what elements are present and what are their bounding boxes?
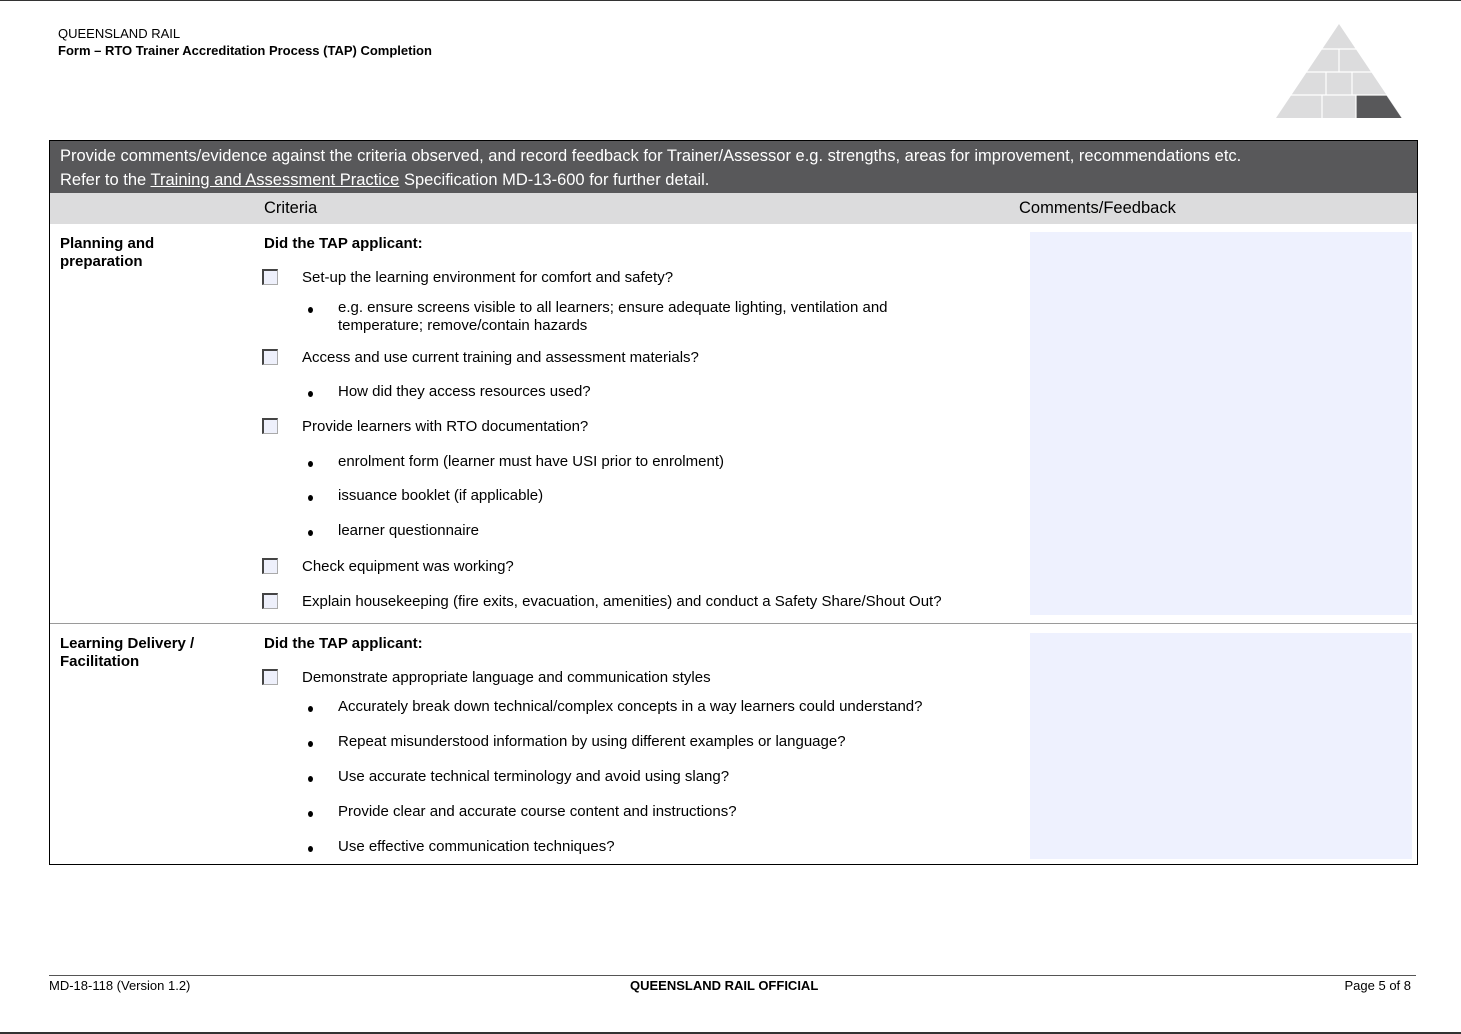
criteria-bullet [308, 838, 948, 856]
instructions-suffix: Specification MD-13-600 for further detail. [399, 171, 710, 189]
form-title: Form – RTO Trainer Accreditation Process (TAP) Completion [58, 43, 432, 58]
criteria-checkbox[interactable] [262, 418, 278, 434]
bullet-icon [308, 522, 338, 540]
bullet-icon [308, 487, 338, 505]
criteria-text: Access and use current training and assessment materials? [302, 349, 699, 366]
criteria-item [262, 593, 942, 610]
criteria-checkbox[interactable] [262, 558, 278, 574]
instructions-prefix: Refer to the [60, 171, 151, 189]
top-page-border [0, 0, 1461, 1]
comments-column-header: Comments/Feedback [1019, 199, 1176, 217]
criteria-bullet [308, 487, 948, 505]
section-planning-preparation [50, 224, 1417, 624]
instructions-line-2 [60, 168, 1407, 192]
bullet-text: e.g. ensure screens visible to all learners; ensure adequate lighting, ventilation and temperature; remove/contain hazards [338, 299, 888, 334]
criteria-text: Explain housekeeping (fire exits, evacuation, amenities) and conduct a Safety Share/Shout Out? [302, 593, 942, 610]
criteria-text: Set-up the learning environment for comfort and safety? [302, 269, 674, 286]
criteria-bullet [308, 768, 948, 786]
bullet-icon [308, 803, 338, 821]
bullet-text: Accurately break down technical/complex concepts in a way learners could understand? [338, 698, 923, 715]
bullet-text: issuance booklet (if applicable) [338, 487, 544, 504]
section-prompt: Did the TAP applicant: [264, 635, 423, 652]
tap-criteria-table [49, 140, 1418, 865]
section-prompt: Did the TAP applicant: [264, 235, 423, 252]
bullet-text: Repeat misunderstood information by using different examples or language? [338, 733, 846, 750]
criteria-bullet [308, 383, 948, 401]
bullet-icon [308, 453, 338, 471]
bullet-icon [308, 299, 338, 335]
comments-feedback-field[interactable] [1030, 232, 1412, 615]
training-assessment-practice-link[interactable]: Training and Assessment Practice [150, 171, 400, 189]
footer-divider [49, 975, 1416, 976]
criteria-item [262, 349, 699, 366]
bullet-text: learner questionnaire [338, 522, 479, 539]
criteria-text: Provide learners with RTO documentation? [302, 418, 589, 435]
bullet-text: How did they access resources used? [338, 383, 591, 400]
criteria-item [262, 269, 673, 286]
instructions-banner [50, 141, 1417, 193]
comments-feedback-field[interactable] [1030, 633, 1412, 859]
criteria-bullet [308, 698, 948, 716]
criteria-item [262, 669, 711, 686]
bullet-text: Use effective communication techniques? [338, 838, 615, 855]
bullet-text: enrolment form (learner must have USI prior to enrolment) [338, 453, 724, 470]
bullet-text: Provide clear and accurate course content and instructions? [338, 803, 737, 820]
criteria-checkbox[interactable] [262, 269, 278, 285]
section-label: Learning Delivery / Facilitation [60, 635, 195, 670]
criteria-bullet [308, 803, 948, 821]
criteria-column-header: Criteria [264, 199, 318, 217]
classification-label: QUEENSLAND RAIL OFFICIAL [630, 978, 819, 993]
criteria-checkbox[interactable] [262, 349, 278, 365]
section-label: Planning and preparation [60, 235, 155, 270]
bullet-text: Use accurate technical terminology and avoid using slang? [338, 768, 730, 785]
section-learning-delivery [50, 624, 1417, 867]
page-number: Page 5 of 8 [1344, 978, 1411, 993]
bullet-icon [308, 698, 338, 716]
criteria-text: Check equipment was working? [302, 558, 514, 575]
pyramid-logo-icon [1274, 24, 1404, 120]
criteria-text: Demonstrate appropriate language and communication styles [302, 669, 711, 686]
column-header-row [50, 193, 1417, 224]
bullet-icon [308, 768, 338, 786]
criteria-checkbox[interactable] [262, 669, 278, 685]
criteria-item [262, 418, 588, 435]
criteria-bullet [308, 522, 948, 540]
bullet-icon [308, 838, 338, 856]
criteria-item [262, 558, 514, 575]
criteria-checkbox[interactable] [262, 593, 278, 609]
bullet-icon [308, 733, 338, 751]
bullet-icon [308, 383, 338, 401]
instructions-line-1: Provide comments/evidence against the criteria observed, and record feedback for Trainer/Assessor e.g. strengths, areas for improvement, recommendations etc. [60, 147, 1242, 165]
criteria-bullet [308, 299, 948, 335]
criteria-bullet [308, 453, 948, 471]
organization-name: QUEENSLAND RAIL [58, 26, 181, 41]
document-id: MD-18-118 (Version 1.2) [49, 978, 191, 993]
criteria-bullet [308, 733, 948, 751]
